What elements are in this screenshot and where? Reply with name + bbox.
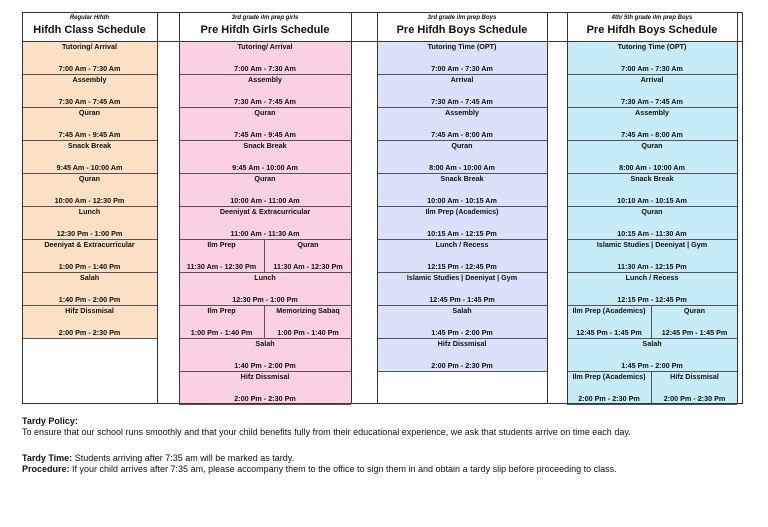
activity-name: Assembly — [635, 108, 669, 117]
activity-time: 1:00 Pm - 1:40 Pm — [190, 328, 253, 337]
schedule-subcell — [567, 306, 652, 338]
activity-name: Arrival — [640, 75, 664, 84]
tardy-policy-heading: Tardy Policy: — [22, 416, 78, 426]
schedule-subtitle: 3rd grade ilm prep girls — [231, 15, 299, 21]
activity-name: Salah — [79, 273, 100, 282]
activity-time: 11:30 Am - 12:15 Pm — [617, 262, 687, 271]
schedule-row — [22, 141, 157, 174]
activity-time: 7:30 Am - 7:45 Am — [621, 97, 683, 106]
grid-line — [179, 12, 180, 404]
tardy-time-label: Tardy Time: — [22, 453, 73, 463]
schedule-row — [179, 306, 351, 339]
schedule-row — [179, 240, 351, 273]
schedule-row — [22, 42, 157, 75]
activity-name: Snack Break — [440, 174, 484, 183]
schedule-row — [567, 306, 737, 339]
activity-time: 8:00 Am - 10:00 Am — [429, 163, 495, 172]
schedule-row — [567, 207, 737, 240]
activity-name: Quran — [78, 108, 101, 117]
schedule-row — [22, 207, 157, 240]
schedule-row — [22, 174, 157, 207]
schedule-row — [377, 75, 547, 108]
activity-name: Tutoring/ Arrival — [237, 42, 293, 51]
activity-time: 10:00 Am - 11:00 Am — [230, 196, 300, 205]
tardy-policy-text: To ensure that our school runs smoothly and that your child benefits fully from their educational experience, we ask that students arrive on time each day. — [22, 427, 631, 437]
grid-line — [547, 12, 548, 404]
schedule-subcell — [567, 372, 652, 404]
grid-line — [547, 41, 567, 42]
activity-time: 8:00 Am - 10:00 Am — [619, 163, 685, 172]
schedule-column-4 — [567, 12, 737, 404]
activity-name: Salah — [255, 339, 275, 348]
schedule-row — [22, 240, 157, 273]
activity-time: 10:00 Am - 12:30 Pm — [54, 196, 125, 205]
tardy-time-procedure — [22, 453, 762, 475]
activity-time: 1:00 Pm - 1:40 Pm — [58, 262, 121, 271]
activity-time: 2:00 Pm - 2:30 Pm — [431, 361, 493, 370]
schedule-subcell — [265, 306, 351, 338]
activity-name: Quran — [683, 306, 706, 315]
activity-time: 1:40 Pm - 2:00 Pm — [234, 361, 296, 370]
activity-name: Lunch / Recess — [625, 273, 679, 282]
schedule-row — [179, 372, 351, 405]
grid-line — [737, 12, 738, 404]
schedule-row — [377, 273, 547, 306]
activity-time: 7:00 Am - 7:30 Am — [431, 64, 493, 73]
activity-time: 7:30 Am - 7:45 Am — [431, 97, 493, 106]
schedule-table — [22, 12, 742, 404]
activity-time: 1:45 Pm - 2:00 Pm — [621, 361, 683, 370]
activity-time: 7:00 Am - 7:30 Am — [621, 64, 683, 73]
schedule-row — [567, 42, 737, 75]
schedule-row — [179, 273, 351, 306]
activity-name: Quran — [254, 108, 276, 117]
activity-name: Lunch — [254, 273, 276, 282]
schedule-row — [377, 339, 547, 372]
activity-name: Islamic Studies | Deeniyat | Gym — [596, 240, 708, 249]
activity-name: Snack Break — [243, 141, 287, 150]
activity-name: Memorizing Sabaq — [276, 306, 340, 315]
activity-time: 10:00 Am - 10:15 Am — [427, 196, 497, 205]
activity-time: 7:00 Am - 7:30 Am — [234, 64, 296, 73]
activity-name: Tutoring/ Arrival — [61, 42, 118, 51]
activity-name: Ilm Prep — [207, 240, 236, 249]
grid-line — [567, 12, 568, 404]
activity-time: 7:30 Am - 7:45 Am — [58, 97, 121, 106]
schedule-subcell — [179, 306, 265, 338]
activity-name: Hifz Dissmisal — [240, 372, 290, 381]
grid-line — [742, 12, 743, 404]
activity-time: 12:15 Pm - 12:45 Pm — [617, 295, 687, 304]
schedule-subtitle: 3rd grade ilm prep Boys — [427, 15, 497, 21]
activity-name: Salah — [642, 339, 662, 348]
schedule-row — [179, 141, 351, 174]
grid-line — [737, 41, 742, 42]
schedule-row — [179, 42, 351, 75]
schedule-title: Hifdh Class Schedule — [33, 24, 146, 36]
grid-line — [22, 12, 742, 13]
activity-name: Ilm Prep (Academics) — [572, 372, 646, 381]
schedule-subtitle: Regular Hifdh — [69, 15, 110, 21]
activity-time: 11:00 Am - 11:30 Am — [230, 229, 300, 238]
activity-name: Snack Break — [630, 174, 674, 183]
activity-name: Hifz Dissmisal — [670, 372, 719, 381]
activity-name: Quran — [297, 240, 319, 249]
schedule-row — [179, 108, 351, 141]
schedule-row — [377, 306, 547, 339]
activity-name: Lunch — [78, 207, 101, 216]
activity-time: 1:40 Pm - 2:00 Pm — [58, 295, 121, 304]
schedule-row — [22, 108, 157, 141]
schedule-row — [179, 207, 351, 240]
activity-name: Quran — [641, 207, 663, 216]
schedule-title: Pre Hifdh Boys Schedule — [586, 24, 718, 36]
activity-time: 12:45 Pm - 1:45 Pm — [576, 328, 642, 337]
activity-time: 12:15 Pm - 12:45 Pm — [427, 262, 497, 271]
activity-name: Quran — [641, 141, 663, 150]
schedule-row — [377, 240, 547, 273]
activity-time: 7:45 Am - 8:00 Am — [431, 130, 493, 139]
activity-time: 1:45 Pm - 2:00 Pm — [431, 328, 493, 337]
activity-time: 12:30 Pm - 1:00 Pm — [232, 295, 298, 304]
grid-line — [351, 12, 352, 404]
schedule-row — [22, 306, 157, 339]
schedule-row — [377, 174, 547, 207]
schedule-subcell — [179, 240, 265, 272]
schedule-column-2 — [179, 12, 351, 404]
grid-line — [351, 41, 377, 42]
activity-name: Assembly — [72, 75, 107, 84]
activity-time: 2:00 Pm - 2:30 Pm — [58, 328, 121, 337]
activity-time: 10:15 Am - 12:15 Pm — [427, 229, 497, 238]
tardy-policy — [22, 416, 762, 438]
schedule-row — [567, 108, 737, 141]
activity-time: 1:00 Pm - 1:40 Pm — [277, 328, 339, 337]
schedule-row — [22, 75, 157, 108]
schedule-header — [22, 12, 157, 42]
schedule-title: Pre Hifdh Boys Schedule — [396, 24, 528, 36]
activity-time: 7:00 Am - 7:30 Am — [58, 64, 121, 73]
activity-time: 2:00 Pm - 2:30 Pm — [663, 394, 726, 403]
schedule-subcell — [652, 306, 737, 338]
activity-name: Quran — [254, 174, 276, 183]
grid-line — [22, 403, 742, 404]
activity-time: 7:45 Am - 9:45 Am — [234, 130, 296, 139]
activity-time: 7:45 Am - 9:45 Am — [58, 130, 121, 139]
schedule-row — [377, 141, 547, 174]
schedule-row — [22, 273, 157, 306]
schedule-row — [567, 141, 737, 174]
activity-name: Deeniyat & Extracurricular — [219, 207, 311, 216]
activity-time: 12:45 Pm - 1:45 Pm — [661, 328, 728, 337]
activity-time: 10:10 Am - 10:15 Am — [617, 196, 687, 205]
activity-name: Ilm Prep (Academics) — [425, 207, 499, 216]
grid-line — [377, 12, 378, 404]
activity-time: 7:30 Am - 7:45 Am — [234, 97, 296, 106]
schedule-header — [377, 12, 547, 42]
grid-line — [157, 41, 179, 42]
activity-time: 2:00 Pm - 2:30 Pm — [578, 394, 640, 403]
activity-name: Hifz Dissmisal — [437, 339, 487, 348]
activity-name: Hifz Dissmisal — [65, 306, 114, 315]
activity-time: 10:15 Am - 11:30 Am — [617, 229, 687, 238]
activity-time: 11:30 Am - 12:30 Pm — [186, 262, 257, 271]
schedule-row — [567, 240, 737, 273]
schedule-subtitle: 4th/ 5th grade ilm prep Boys — [611, 15, 693, 21]
activity-name: Quran — [451, 141, 473, 150]
grid-line — [157, 12, 158, 404]
schedule-row — [179, 174, 351, 207]
schedule-header — [567, 12, 737, 42]
activity-name: Tutoring Time (OPT) — [617, 42, 687, 51]
activity-name: Deeniyat & Extracurricular — [44, 240, 135, 249]
schedule-row — [567, 273, 737, 306]
schedule-row — [377, 108, 547, 141]
schedule-row — [567, 174, 737, 207]
activity-name: Ilm Prep (Academics) — [572, 306, 646, 315]
activity-name: Snack Break — [67, 141, 112, 150]
activity-time: 9:45 Am - 10:00 Am — [56, 163, 123, 172]
activity-time: 9:45 Am - 10:00 Am — [232, 163, 298, 172]
activity-time: 11:30 Am - 12:30 Pm — [273, 262, 343, 271]
activity-name: Salah — [452, 306, 472, 315]
schedule-row — [377, 207, 547, 240]
activity-name: Arrival — [450, 75, 474, 84]
activity-name: Ilm Prep — [207, 306, 236, 315]
schedule-subcell — [265, 240, 351, 272]
grid-line — [22, 12, 23, 404]
schedule-title: Pre Hifdh Girls Schedule — [200, 24, 330, 36]
activity-name: Assembly — [445, 108, 479, 117]
schedule-row — [179, 75, 351, 108]
activity-time: 12:30 Pm - 1:00 Pm — [56, 229, 123, 238]
schedule-row — [567, 339, 737, 372]
activity-name: Lunch / Recess — [435, 240, 489, 249]
procedure-text: If your child arrives after 7:35 am, please accompany them to the office to sign them in and obtain a tardy slip before proceeding to class. — [69, 464, 617, 474]
procedure-label: Procedure: — [22, 464, 70, 474]
schedule-row — [567, 372, 737, 405]
activity-name: Quran — [78, 174, 101, 183]
schedule-row — [179, 339, 351, 372]
activity-time: 2:00 Pm - 2:30 Pm — [234, 394, 296, 403]
activity-name: Tutoring Time (OPT) — [427, 42, 497, 51]
activity-name: Islamic Studies | Deeniyat | Gym — [406, 273, 518, 282]
schedule-subcell — [652, 372, 737, 404]
schedule-column-3 — [377, 12, 547, 404]
schedule-header — [179, 12, 351, 42]
schedule-row — [377, 42, 547, 75]
schedule-row — [567, 75, 737, 108]
activity-time: 12:45 Pm - 1:45 Pm — [429, 295, 495, 304]
activity-time: 7:45 Am - 8:00 Am — [621, 130, 683, 139]
activity-name: Assembly — [248, 75, 282, 84]
schedule-column-1 — [22, 12, 157, 404]
tardy-time-text: Students arriving after 7:35 am will be marked as tardy. — [72, 453, 295, 463]
